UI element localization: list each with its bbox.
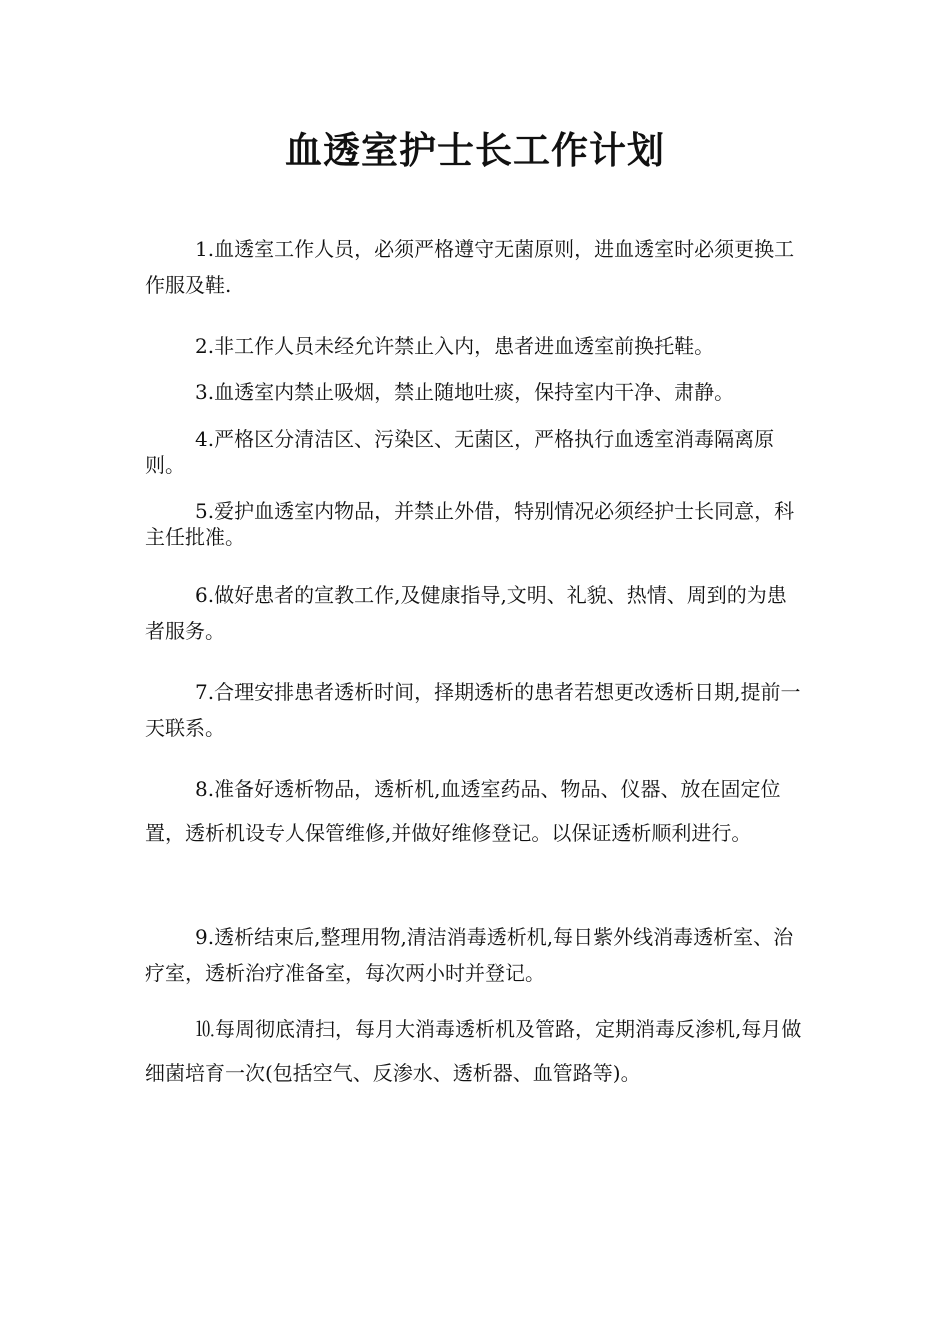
paragraph-8: 8.准备好透析物品，透析机,血透室药品、物品、仪器、放在固定位置，透析机设专人保管维修,并做好维修登记。以保证透析顺利进行。: [145, 777, 781, 845]
paragraph-6: 6.做好患者的宣教工作,及健康指导,文明、礼貌、热情、周到的为患者服务。: [145, 583, 787, 643]
paragraph-3: 3.血透室内禁止吸烟，禁止随地吐痰，保持室内干净、肃静。: [195, 380, 735, 404]
paragraph-7: 7.合理安排患者透析时间，择期透析的患者若想更改透析日期,提前一天联系。: [145, 680, 801, 740]
paragraph-5: 5.爱护血透室内物品，并禁止外借，特别情况必须经护士长同意，科主任批准。: [145, 499, 795, 549]
paragraph-10: ⒑每周彻底清扫，每月大消毒透析机及管路，定期消毒反渗机,每月做细菌培育一次(包括空气、反渗水、透析器、血管路等)。: [145, 1017, 802, 1085]
document-title: 血透室护士长工作计划: [285, 128, 665, 172]
paragraph-2: 2.非工作人员未经允许禁止入内，患者进血透室前换托鞋。: [195, 334, 715, 358]
paragraph-9: 9.透析结束后,整理用物,清洁消毒透析机,每日紫外线消毒透析室、治疗室，透析治疗准备室，每次两小时并登记。: [145, 925, 794, 985]
paragraph-4: 4.严格区分清洁区、污染区、无菌区，严格执行血透室消毒隔离原则。: [145, 427, 775, 477]
paragraph-1: 1.血透室工作人员，必须严格遵守无菌原则，进血透室时必须更换工作服及鞋.: [145, 237, 795, 297]
